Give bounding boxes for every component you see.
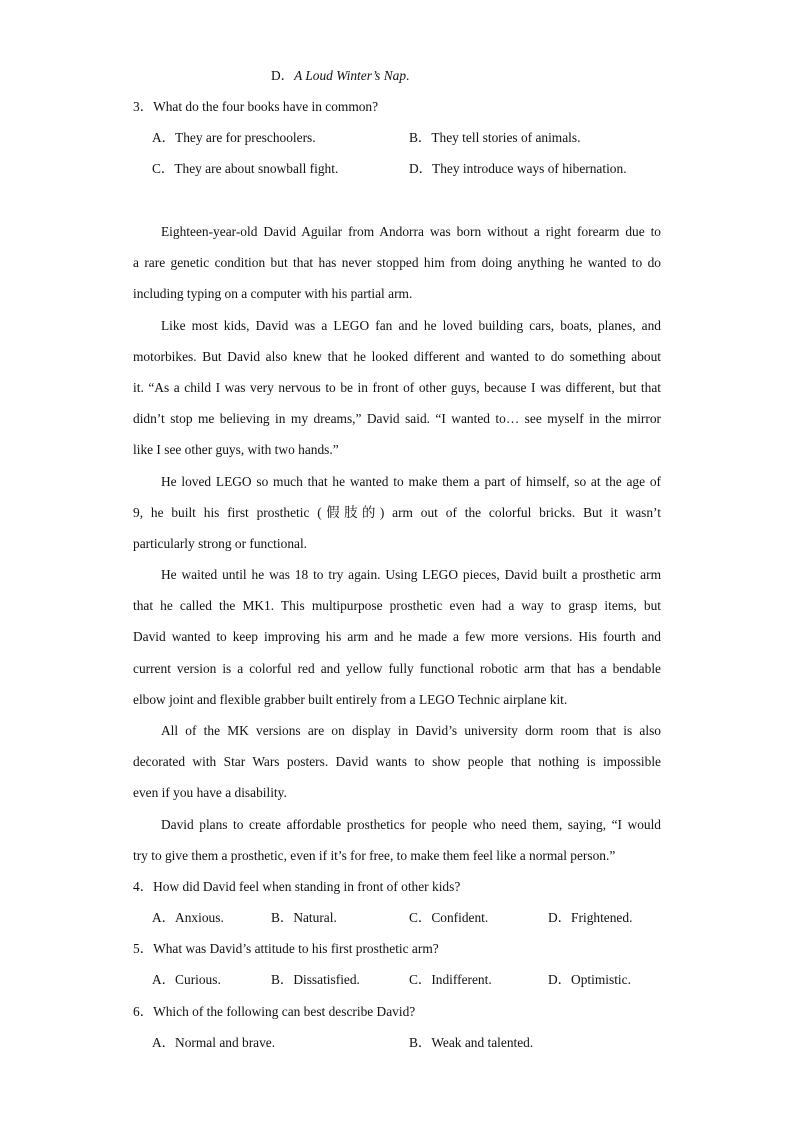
passage-line: He waited until he was 18 to try again. Using LEGO pieces, David built a prosthetic arm xyxy=(161,567,661,583)
q4-stem: 4．How did David feel when standing in front of other kids? xyxy=(133,879,461,894)
q4-option-b: B．Natural. xyxy=(271,910,337,925)
passage-line: All of the MK versions are on display in David’s university dorm room that is also xyxy=(161,723,661,738)
passage-line: David wanted to keep improving his arm and he made a few more versions. His fourth and xyxy=(133,629,661,645)
q2-option-d-end: . xyxy=(406,68,410,83)
q6-option-a: A．Normal and brave. xyxy=(152,1035,276,1050)
q6-option-b: B．Weak and talented. xyxy=(409,1035,534,1050)
passage-line: particularly strong or functional. xyxy=(133,535,308,551)
q2-option-d-letter: D． xyxy=(271,68,295,83)
passage-line: elbow joint and flexible grabber built entirely from a LEGO Technic airplane kit. xyxy=(133,691,568,707)
q3-stem: 3．What do the four books have in common? xyxy=(133,99,379,114)
passage-line: decorated with Star Wars posters. David wants to show people that nothing is impossible xyxy=(133,754,661,770)
passage-line: even if you have a disability. xyxy=(133,785,287,801)
q2-option-d-title: A Loud Winter’s Nap xyxy=(294,68,407,83)
q3-option-c: C．They are about snowball fight. xyxy=(152,161,339,176)
q3-option-a: A．They are for preschoolers. xyxy=(152,130,316,145)
passage-line: motorbikes. But David also knew that he looked different and wanted to do something about xyxy=(133,348,661,364)
passage-line: it. “As a child I was very nervous to be in front of other guys, because I was different, but that xyxy=(133,379,661,395)
q2-option-d xyxy=(271,66,409,86)
passage-line: 9, he built his first prosthetic (假肢的) arm out of the colorful bricks. But it wasn’t xyxy=(133,504,661,520)
passage-line: He loved LEGO so much that he wanted to make them a part of himself, so at the age of xyxy=(161,473,661,489)
q5-option-d: D．Optimistic. xyxy=(548,972,631,987)
passage-line: current version is a colorful red and yellow fully functional robotic arm that has a bendable xyxy=(133,660,661,676)
passage-line: a rare genetic condition but that has never stopped him from doing anything he wanted to do xyxy=(133,255,661,271)
passage-line: didn’t stop me believing in my dreams,” David said. “I wanted to… see myself in the mirror xyxy=(133,411,661,427)
q5-stem: 5．What was David’s attitude to his first prosthetic arm? xyxy=(133,941,439,956)
passage-line: try to give them a prosthetic, even if it’s for free, to make them feel like a normal person.” xyxy=(133,847,616,863)
passage-line: David plans to create affordable prosthetics for people who need them, saying, “I would xyxy=(161,816,661,832)
q4-option-d: D．Frightened. xyxy=(548,910,633,925)
q6-stem: 6．Which of the following can best describe David? xyxy=(133,1004,416,1019)
q5-option-a: A．Curious. xyxy=(152,972,221,987)
q3-option-d: D．They introduce ways of hibernation. xyxy=(409,161,627,176)
passage-line: Like most kids, David was a LEGO fan and he loved building cars, boats, planes, and xyxy=(161,317,661,333)
q5-option-c: C．Indifferent. xyxy=(409,972,492,987)
passage xyxy=(133,222,661,877)
q3-option-b: B．They tell stories of animals. xyxy=(409,130,581,145)
passage-line: like I see other guys, with two hands.” xyxy=(133,442,339,458)
passage-line: Eighteen-year-old David Aguilar from Andorra was born without a right forearm due to xyxy=(161,224,661,239)
passage-line: including typing on a computer with his partial arm. xyxy=(133,286,413,302)
q4-option-c: C．Confident. xyxy=(409,910,489,925)
q5-option-b: B．Dissatisfied. xyxy=(271,972,360,987)
q4-option-a: A．Anxious. xyxy=(152,910,224,925)
passage-line: that he called the MK1. This multipurpose prosthetic even had a way to grasp items, but xyxy=(133,598,661,614)
